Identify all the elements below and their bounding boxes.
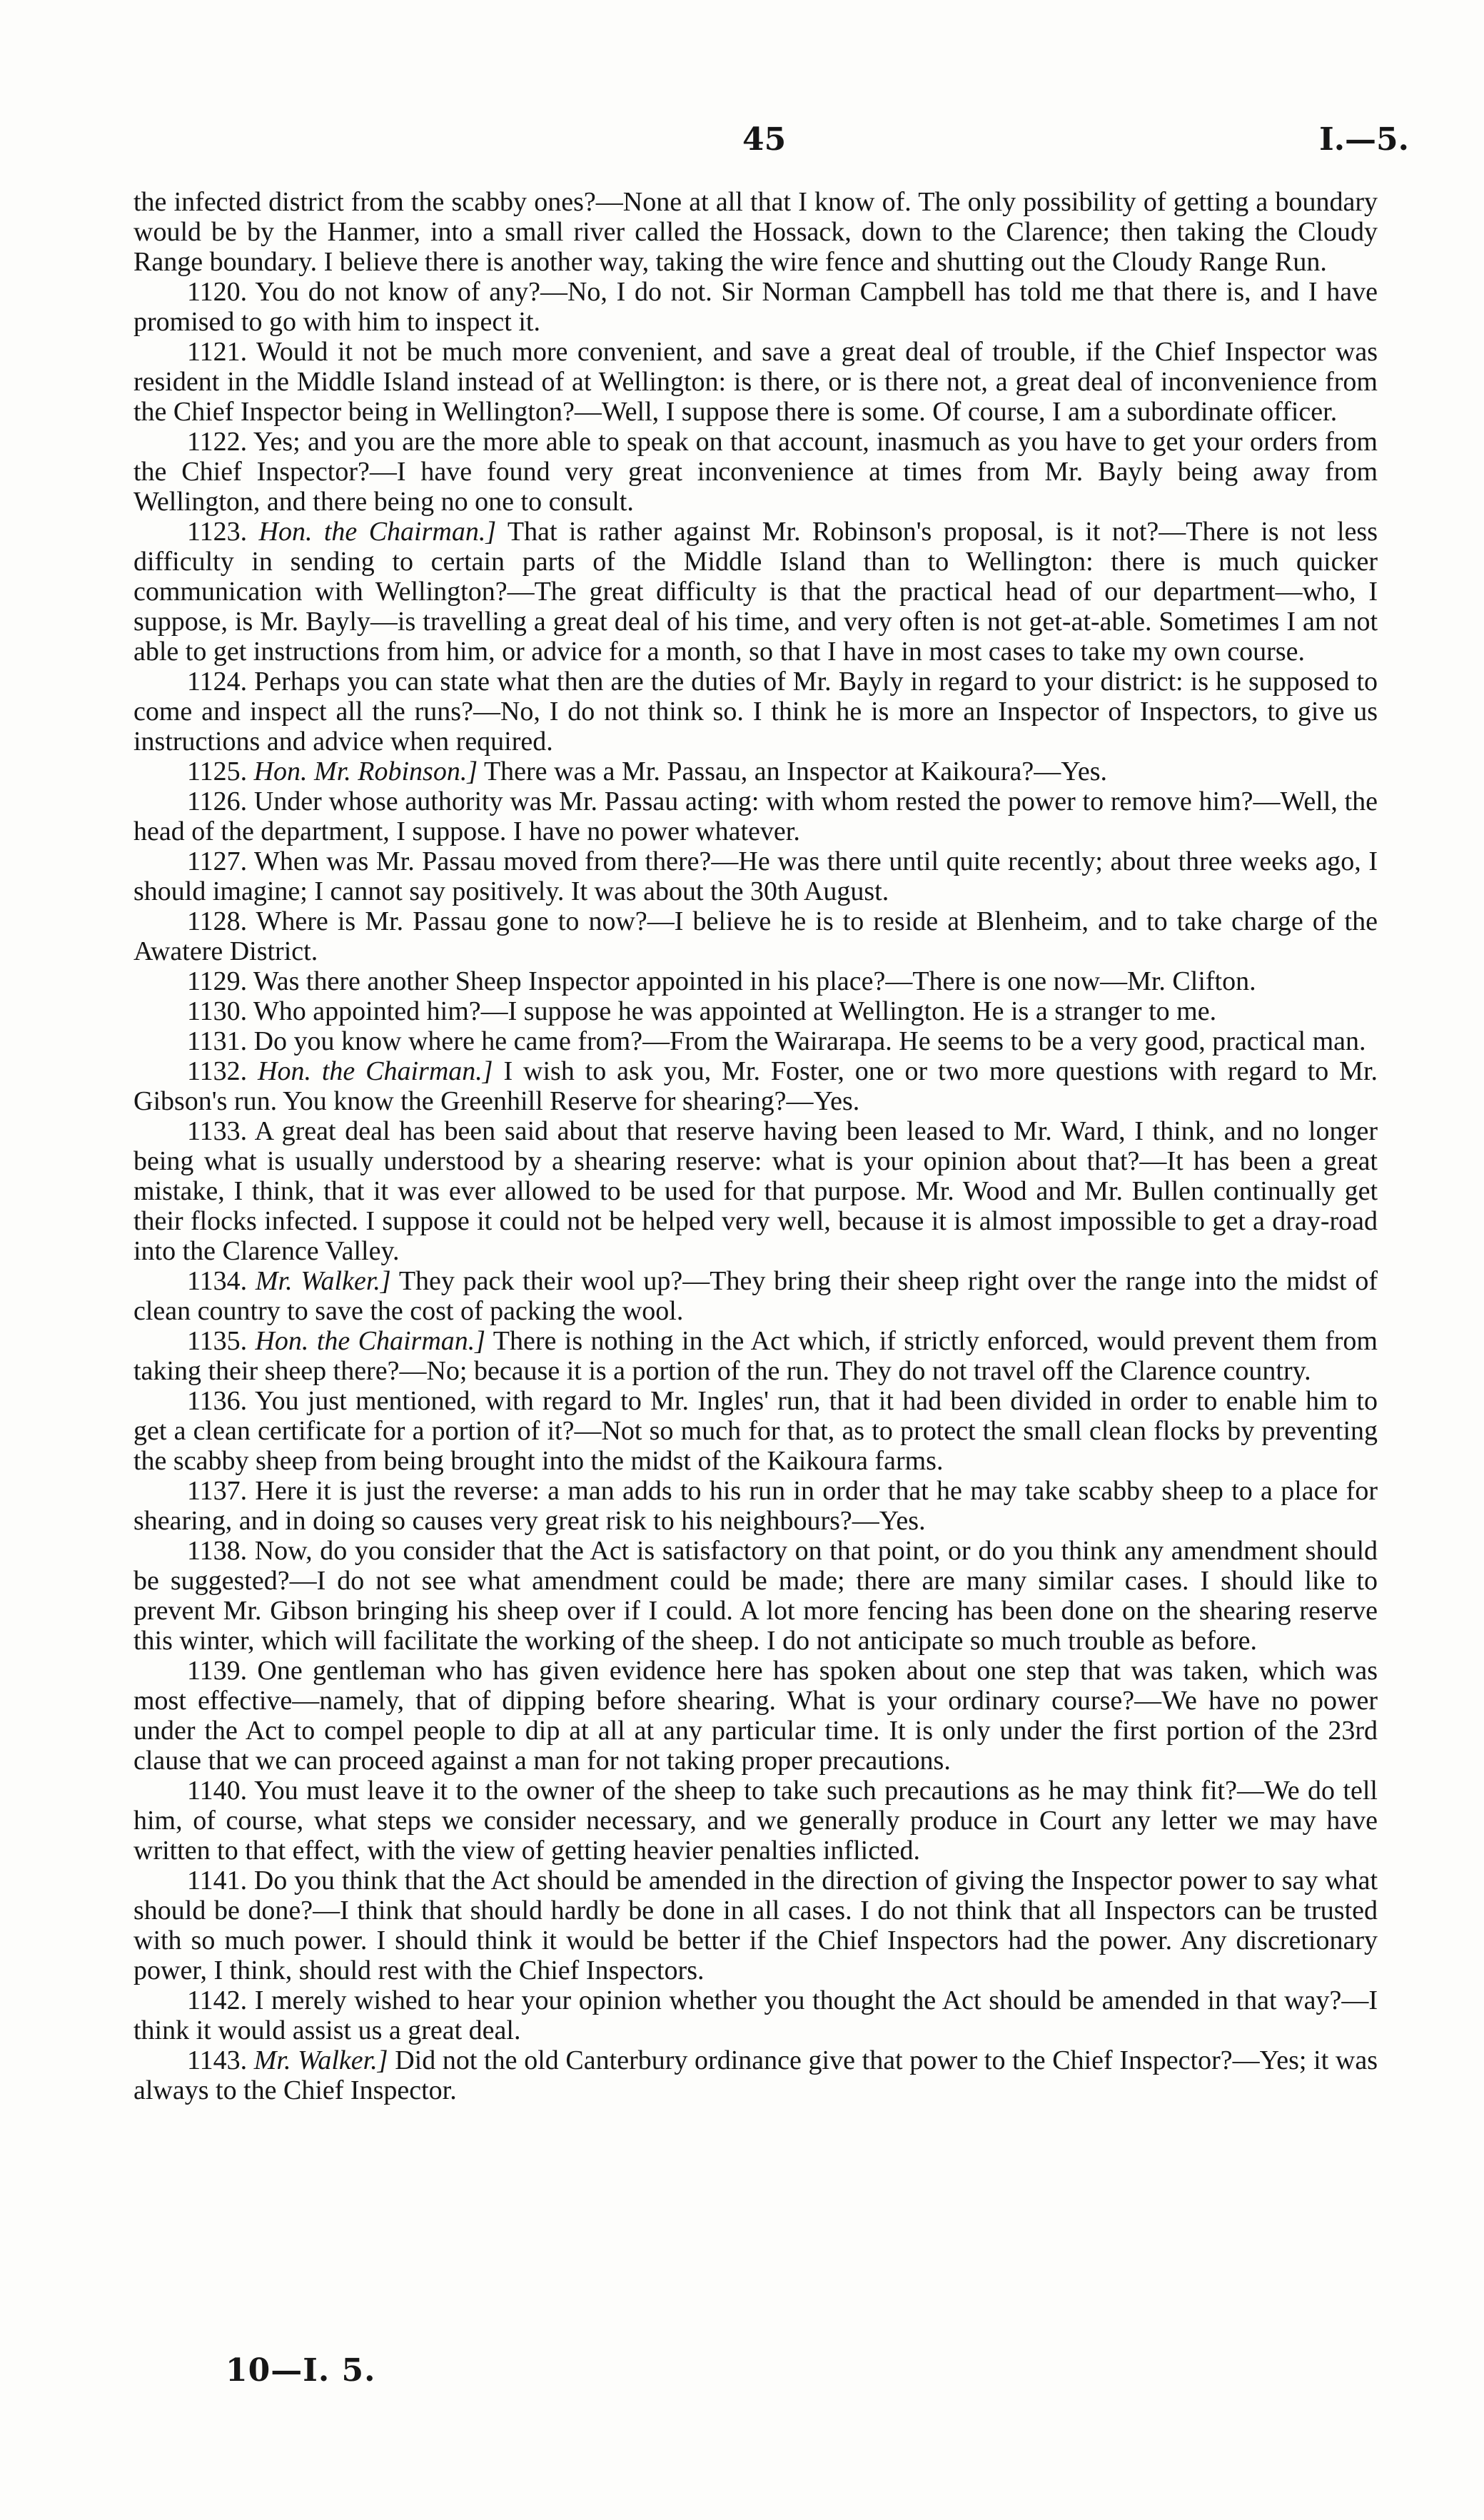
paragraph-text: Here it is just the reverse: a man adds to his run in order that he may take scabby sheep to a place for shearing, and in doing so causes very great risk to his neighbours?—Yes. xyxy=(133,1476,1378,1536)
page-number: 45 xyxy=(742,121,787,158)
paragraph xyxy=(133,277,1378,337)
paragraph-text: You do not know of any?—No, I do not. Sir Norman Campbell has told me that there is, and I have promised to go with him to inspect it. xyxy=(133,277,1378,337)
paragraph xyxy=(133,1116,1378,1266)
question-number: 1121. xyxy=(187,337,248,367)
paragraph xyxy=(133,1776,1378,1866)
paragraph-text: A great deal has been said about that reserve having been leased to Mr. Ward, I think, and no longer being what is usually understood by a shearing reserve: what is your opinion about that?—It has been a great mistake, I think, that it was ever allowed to be used for that purpose. Mr. Wood and Mr. Bullen continually get their flocks infected. I suppose it could not be helped very well, because it is almost impossible to get a dray-road into the Clarence Valley. xyxy=(133,1116,1378,1266)
paragraph-text: Now, do you consider that the Act is satisfactory on that point, or do you think any amendment should be suggested?—I do not see what amendment could be made; there are many similar cases. I should like to prevent Mr. Gibson bringing his sheep over if I could. A lot more fencing has been done on the shearing reserve this winter, which will facilitate the working of the sheep. I do not anticipate so much trouble as before. xyxy=(133,1536,1378,1656)
paragraph xyxy=(133,906,1378,966)
paragraph-text: One gentleman who has given evidence here has spoken about one step that was taken, which was most effective—namely, that of dipping before shearing. What is your ordinary course?—We have no power under the Act to compel people to dip at all at any particular time. It is only under the first portion of the 23rd clause that we can proceed against a man for not taking proper precautions. xyxy=(133,1656,1378,1776)
paragraph-text: Under whose authority was Mr. Passau acting: with whom rested the power to remove him?—Well, the head of the department, I suppose. I have no power whatever. xyxy=(133,786,1378,846)
question-number: 1136. xyxy=(187,1386,248,1416)
paragraph xyxy=(133,427,1378,517)
paragraph xyxy=(133,337,1378,427)
paragraph-text: That is rather against Mr. Robinson's proposal, is it not?—There is not less difficulty in sending to certain parts of the Middle Island than to Wellington: there is much quicker communication with Wellington?—The great difficulty is that the practical head of our department—who, I suppose, is Mr. Bayly—is travelling a great deal of his time, and very often is not get-at-able. Sometimes I am not able to get instructions from him, or advice for a month, so that I have in most cases to take my own course. xyxy=(133,517,1378,667)
paragraph xyxy=(133,667,1378,756)
paragraph xyxy=(133,1866,1378,1985)
paragraph xyxy=(133,1266,1378,1326)
question-number: 1137. xyxy=(187,1476,248,1506)
paragraph-text: When was Mr. Passau moved from there?—He was there until quite recently; about three weeks ago, I should imagine; I cannot say positively. It was about the 30th August. xyxy=(133,846,1378,906)
paragraph xyxy=(133,2045,1378,2105)
question-number: 1128. xyxy=(187,906,248,936)
paragraph-text: Where is Mr. Passau gone to now?—I believe he is to reside at Blenheim, and to take charge of the Awatere District. xyxy=(133,906,1378,966)
speaker-label: Hon. the Chairman.] xyxy=(258,517,497,547)
paragraph xyxy=(133,1476,1378,1536)
paragraph-text: Who appointed him?—I suppose he was appointed at Wellington. He is a stranger to me. xyxy=(253,996,1217,1026)
paragraph-text: I wish to ask you, Mr. Foster, one or two more questions with regard to Mr. Gibson's run. You know the Greenhill Reserve for shearing?—Yes. xyxy=(133,1056,1378,1116)
page-header xyxy=(0,121,1484,164)
question-number: 1130. xyxy=(187,996,248,1026)
paragraph xyxy=(133,756,1378,786)
question-number: 1134. xyxy=(187,1266,248,1296)
evidence-text xyxy=(133,187,1378,2105)
paragraph xyxy=(133,187,1378,277)
question-number: 1127. xyxy=(187,846,248,876)
question-number: 1140. xyxy=(187,1776,248,1806)
paragraph xyxy=(133,786,1378,846)
question-number: 1143. xyxy=(187,2045,248,2075)
paragraph xyxy=(133,517,1378,667)
paragraph xyxy=(133,1656,1378,1776)
question-number: 1135. xyxy=(187,1326,248,1356)
speaker-label: Mr. Walker.] xyxy=(255,1266,391,1296)
paragraph xyxy=(133,846,1378,906)
paragraph xyxy=(133,1026,1378,1056)
question-number: 1125. xyxy=(187,756,248,786)
question-number: 1132. xyxy=(187,1056,248,1086)
question-number: 1126. xyxy=(187,786,248,816)
paragraph xyxy=(133,1326,1378,1386)
question-number: 1122. xyxy=(187,427,248,457)
paragraph-text: Was there another Sheep Inspector appointed in his place?—There is one now—Mr. Clifton. xyxy=(253,966,1256,996)
speaker-label: Hon. Mr. Robinson.] xyxy=(253,756,478,786)
paragraph xyxy=(133,1536,1378,1656)
paragraph-text: There is nothing in the Act which, if strictly enforced, would prevent them from taking their sheep there?—No; because it is a portion of the run. They do not travel off the Clarence country. xyxy=(133,1326,1378,1386)
speaker-label: Hon. the Chairman.] xyxy=(258,1056,493,1086)
paragraph-text: I merely wished to hear your opinion whether you thought the Act should be amended in that way?—I think it would assist us a great deal. xyxy=(133,1985,1378,2045)
question-number: 1139. xyxy=(187,1656,248,1686)
paragraph xyxy=(133,1386,1378,1476)
paragraph-text: the infected district from the scabby ones?—None at all that I know of. The only possibility of getting a boundary would be by the Hanmer, into a small river called the Hossack, down to the Clarence; then taking the Cloudy Range boundary. I believe there is another way, taking the wire fence and shutting out the Cloudy Range Run. xyxy=(133,187,1378,277)
paragraph xyxy=(133,1056,1378,1116)
paragraph-text: You just mentioned, with regard to Mr. Ingles' run, that it had been divided in order to enable him to get a clean certificate for a portion of it?—Not so much for that, as to protect the small clean flocks by preventing the scabby sheep from being brought into the midst of the Kaikoura farms. xyxy=(133,1386,1378,1476)
printer-signature: 10—I. 5. xyxy=(226,2352,376,2389)
paragraph-text: You must leave it to the owner of the sheep to take such precautions as he may think fit?—We do tell him, of course, what steps we consider necessary, and we generally produce in Court any letter we may have written to that effect, with the view of getting heavier penalties inflicted. xyxy=(133,1776,1378,1866)
question-number: 1142. xyxy=(187,1985,248,2015)
paragraph-text: Did not the old Canterbury ordinance give that power to the Chief Inspector?—Yes; it was always to the Chief Inspector. xyxy=(133,2045,1378,2105)
paragraph xyxy=(133,1985,1378,2045)
paragraph-text: Yes; and you are the more able to speak on that account, inasmuch as you have to get your orders from the Chief Inspector?—I have found very great inconvenience at times from Mr. Bayly being away from Wellington, and there being no one to consult. xyxy=(133,427,1378,517)
question-number: 1124. xyxy=(187,667,248,697)
question-number: 1120. xyxy=(187,277,248,307)
paragraph xyxy=(133,996,1378,1026)
paragraph-text: They pack their wool up?—They bring their sheep right over the range into the midst of clean country to save the cost of packing the wool. xyxy=(133,1266,1378,1326)
question-number: 1131. xyxy=(187,1026,248,1056)
paragraph-text: There was a Mr. Passau, an Inspector at Kaikoura?—Yes. xyxy=(483,756,1108,786)
paragraph-text: Do you know where he came from?—From the Wairarapa. He seems to be a very good, practical man. xyxy=(253,1026,1366,1056)
paragraph-text: Perhaps you can state what then are the duties of Mr. Bayly in regard to your district: is he supposed to come and inspect all the runs?—No, I do not think so. I think he is more an Inspector of Inspectors, to give us instructions and advice when required. xyxy=(133,667,1378,756)
question-number: 1138. xyxy=(187,1536,248,1566)
question-number: 1129. xyxy=(187,966,248,996)
paragraph xyxy=(133,966,1378,996)
question-number: 1123. xyxy=(187,517,248,547)
question-number: 1133. xyxy=(187,1116,248,1146)
paragraph-text: Would it not be much more convenient, and save a great deal of trouble, if the Chief Inspector was resident in the Middle Island instead of at Wellington: is there, or is there not, a great deal of inconvenience from the Chief Inspector being in Wellington?—Well, I suppose there is some. Of course, I am a subordinate officer. xyxy=(133,337,1378,427)
speaker-label: Hon. the Chairman.] xyxy=(255,1326,486,1356)
paragraph-text: Do you think that the Act should be amended in the direction of giving the Inspector power to say what should be done?—I think that should hardly be done in all cases. I do not think that all Inspectors can be trusted with so much power. I should think it would be better if the Chief Inspectors had the power. Any discretionary power, I think, should rest with the Chief Inspectors. xyxy=(133,1866,1378,1985)
question-number: 1141. xyxy=(187,1866,248,1896)
speaker-label: Mr. Walker.] xyxy=(253,2045,388,2075)
document-reference: I.—5. xyxy=(1319,121,1409,158)
